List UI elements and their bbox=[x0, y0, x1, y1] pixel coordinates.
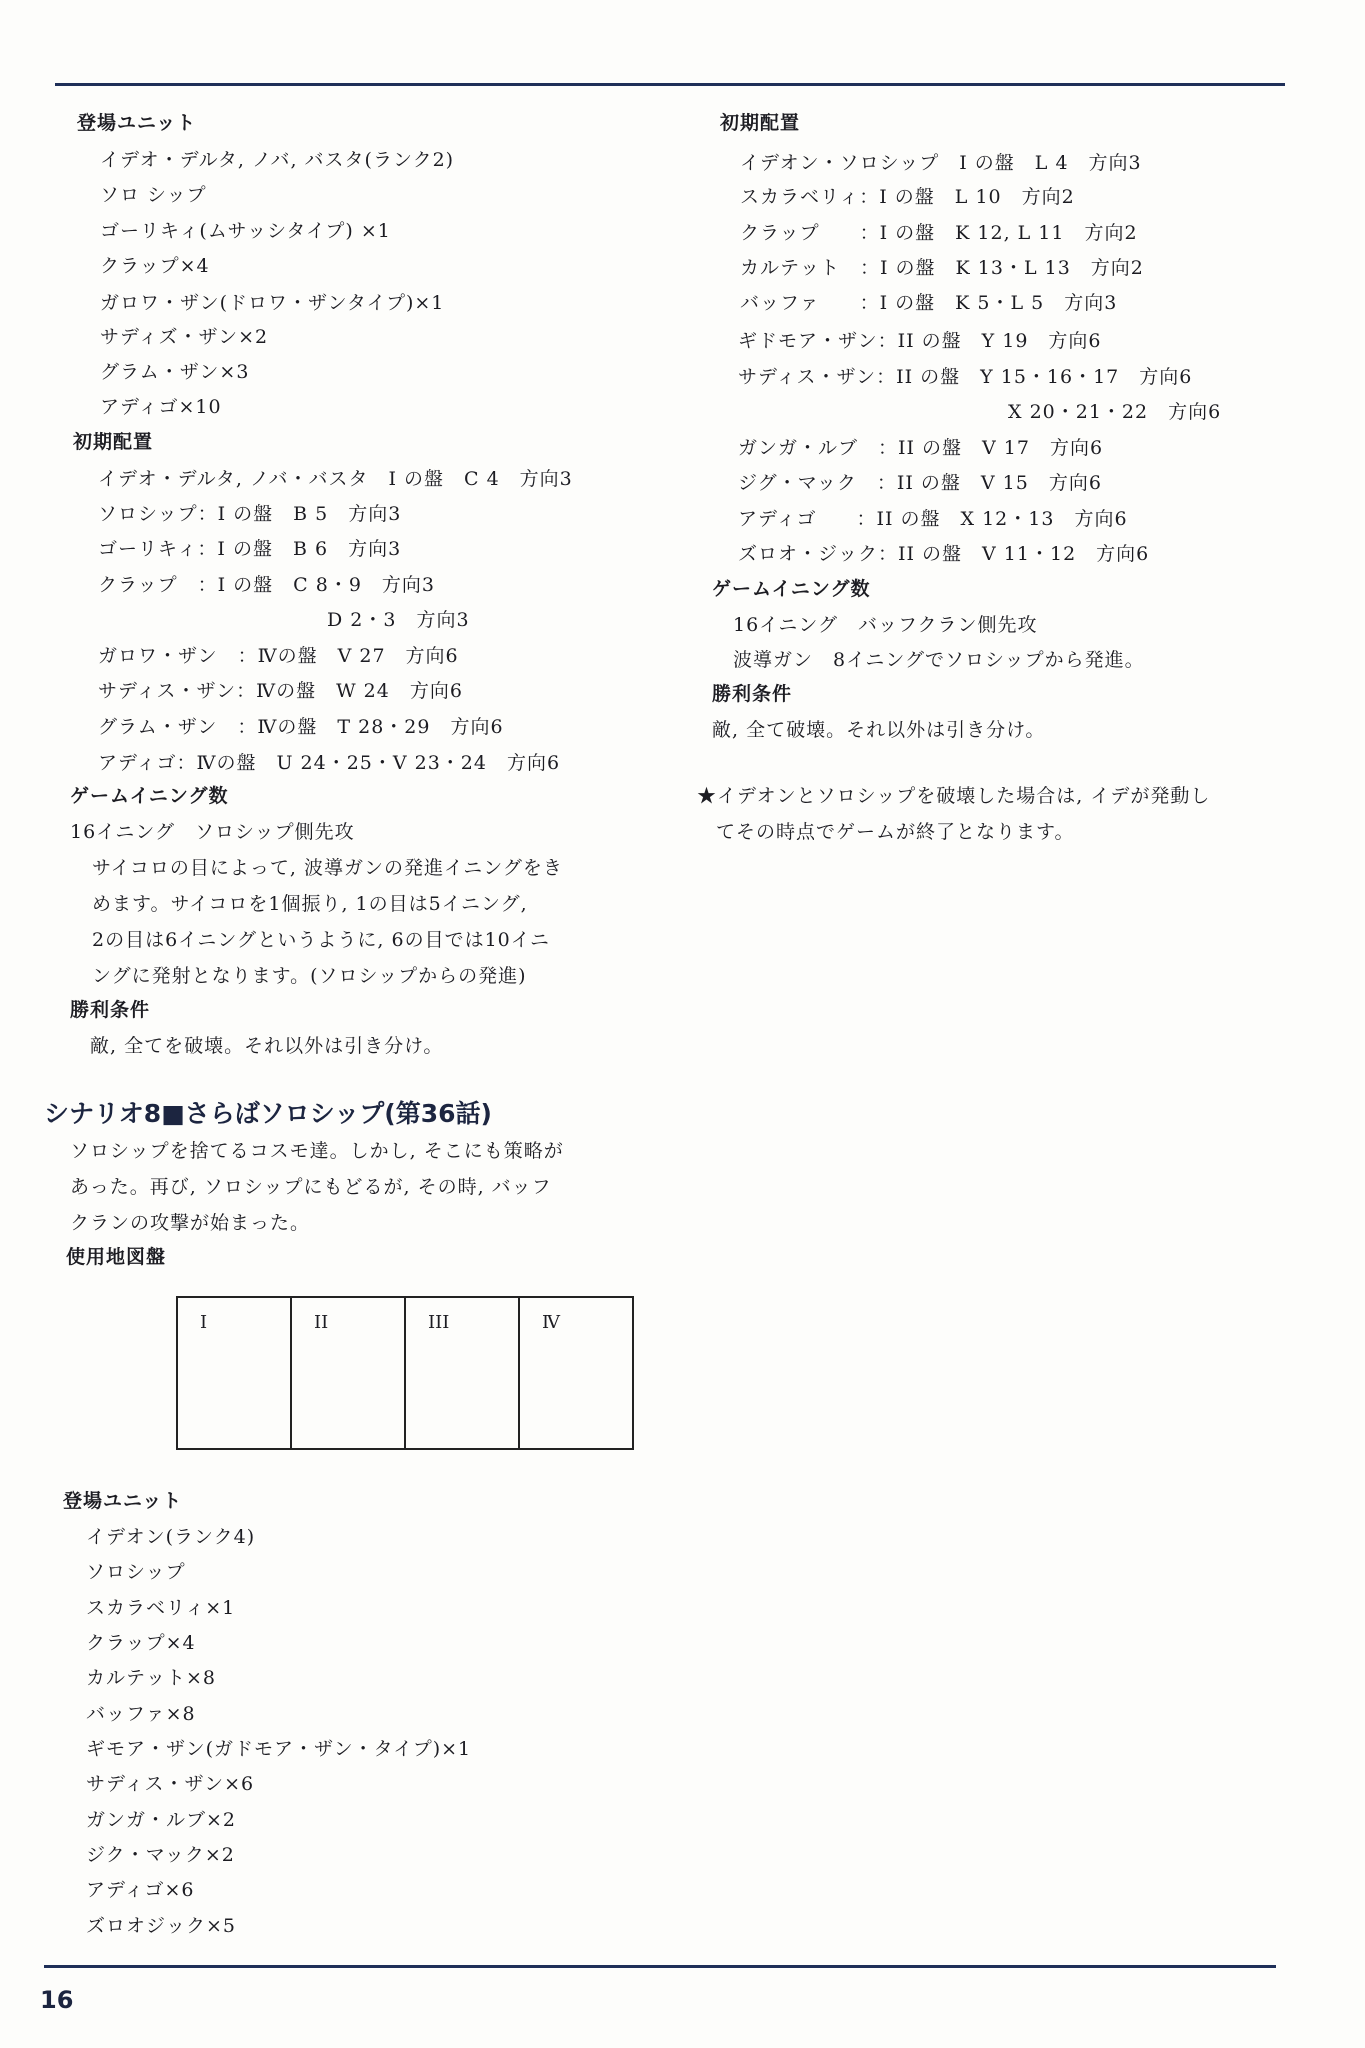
page-number: 16 bbox=[40, 1986, 74, 2014]
placement-row: アディゴ ：II の盤 X 12・13 方向6 bbox=[738, 508, 1128, 530]
unit-item: イデオン(ランク4) bbox=[86, 1526, 256, 1548]
bottom-rule bbox=[44, 1965, 1276, 1968]
note-line: ★イデオンとソロシップを破壊した場合は, イデが発動し bbox=[697, 785, 1211, 807]
placement-row: スカラベリィ：I の盤 L 10 方向2 bbox=[740, 186, 1075, 208]
unit-item: ジク・マック×2 bbox=[86, 1844, 235, 1866]
board-label: II bbox=[314, 1312, 329, 1333]
placement-row: グラム・ザン ：Ⅳの盤 T 28・29 方向6 bbox=[98, 716, 504, 738]
innings-line: 2の目は6イニングというように, 6の目では10イニ bbox=[92, 929, 551, 951]
innings-line: サイコロの目によって, 波導ガンの発進イニングをき bbox=[92, 857, 563, 879]
board-label: III bbox=[428, 1312, 450, 1333]
victory-text: 敵, 全てを破壊。それ以外は引き分け。 bbox=[90, 1035, 444, 1057]
innings-heading-1: ゲームイニング数 bbox=[70, 785, 229, 807]
placement-row: クラップ ：I の盤 K 12, L 11 方向2 bbox=[740, 222, 1138, 244]
placement-row: アディゴ：Ⅳの盤 U 24・25・V 23・24 方向6 bbox=[98, 752, 561, 774]
unit-item: カルテット×8 bbox=[86, 1667, 217, 1689]
map-board-grid bbox=[176, 1296, 634, 1450]
unit-item: サディズ・ザン×2 bbox=[100, 326, 269, 348]
unit-item: ソロ シップ bbox=[100, 184, 207, 206]
placement-row: サディス・ザン：Ⅳの盤 W 24 方向6 bbox=[98, 680, 463, 702]
scenario-line: ソロシップを捨てるコスモ達。しかし, そこにも策略が bbox=[70, 1140, 564, 1162]
placement-row: ガンガ・ルブ ：II の盤 V 17 方向6 bbox=[738, 437, 1104, 459]
unit-item: ソロシップ bbox=[86, 1561, 186, 1583]
unit-item: イデオ・デルタ, ノバ, バスタ(ランク2) bbox=[100, 149, 455, 171]
unit-item: ガロワ・ザン(ドロワ・ザンタイプ)×1 bbox=[100, 292, 445, 314]
innings-line: 波導ガン 8イニングでソロシップから発進。 bbox=[733, 649, 1145, 671]
placement-row: イデオン・ソロシップ I の盤 L 4 方向3 bbox=[740, 152, 1142, 174]
board-label: Ⅳ bbox=[542, 1312, 560, 1333]
victory-heading-2: 勝利条件 bbox=[712, 683, 793, 705]
map-board-cell bbox=[292, 1298, 406, 1448]
placement-row: クラップ ：I の盤 C 8・9 方向3 bbox=[98, 574, 436, 596]
unit-item: アディゴ×6 bbox=[86, 1879, 195, 1901]
board-label: I bbox=[200, 1312, 208, 1333]
unit-item: ギモア・ザン(ガドモア・ザン・タイプ)×1 bbox=[86, 1738, 472, 1760]
scenario-line: あった。再び, ソロシップにもどるが, その時, バッフ bbox=[70, 1176, 552, 1198]
placement-row: カルテット ：I の盤 K 13・L 13 方向2 bbox=[740, 257, 1144, 279]
unit-item: アディゴ×10 bbox=[100, 396, 222, 418]
innings-line: めます。サイコロを1個振り, 1の目は5イニング, bbox=[92, 893, 528, 915]
unit-item: サディス・ザン×6 bbox=[86, 1773, 255, 1795]
placement-row: サディス・ザン：II の盤 Y 15・16・17 方向6 bbox=[738, 366, 1193, 388]
top-rule bbox=[55, 83, 1285, 86]
innings-line: 16イニング バッフクラン側先攻 bbox=[733, 614, 1038, 636]
unit-item: スカラベリィ×1 bbox=[86, 1597, 236, 1619]
unit-item: クラップ×4 bbox=[100, 255, 210, 277]
map-board-cell bbox=[178, 1298, 292, 1448]
placement-row: ゴーリキィ：I の盤 B 6 方向3 bbox=[98, 538, 402, 560]
map-board-cell bbox=[520, 1298, 632, 1448]
placement-row: D 2・3 方向3 bbox=[327, 609, 470, 631]
innings-heading-2: ゲームイニング数 bbox=[712, 578, 871, 600]
scenario-title: シナリオ8■さらばソロシップ(第36話) bbox=[44, 1099, 492, 1128]
scenario-line: クランの攻撃が始まった。 bbox=[70, 1212, 311, 1234]
placement-row: ズロオ・ジック：II の盤 V 11・12 方向6 bbox=[738, 543, 1150, 565]
placement-row: ガロワ・ザン ：Ⅳの盤 V 27 方向6 bbox=[98, 645, 459, 667]
placement-row: ジグ・マック ：II の盤 V 15 方向6 bbox=[738, 472, 1102, 494]
placement-row: X 20・21・22 方向6 bbox=[1008, 401, 1222, 423]
unit-item: ガンガ・ルブ×2 bbox=[86, 1809, 237, 1831]
innings-line: ングに発射となります。(ソロシップからの発進) bbox=[92, 965, 527, 987]
unit-item: ズロオジック×5 bbox=[86, 1915, 237, 1937]
placement-row: バッファ ：I の盤 K 5・L 5 方向3 bbox=[740, 292, 1118, 314]
unit-item: クラップ×4 bbox=[86, 1632, 196, 1654]
units-heading-2: 登場ユニット bbox=[63, 1490, 183, 1512]
innings-line: 16イニング ソロシップ側先攻 bbox=[70, 821, 355, 843]
note-line: てその時点でゲームが終了となります。 bbox=[716, 821, 1075, 843]
placement-row: イデオ・デルタ, ノバ・バスタ I の盤 C 4 方向3 bbox=[98, 468, 573, 490]
placement-heading-2: 初期配置 bbox=[720, 112, 801, 134]
units-heading-1: 登場ユニット bbox=[77, 112, 197, 134]
unit-item: バッファ×8 bbox=[86, 1703, 196, 1725]
unit-item: グラム・ザン×3 bbox=[100, 361, 250, 383]
unit-item: ゴーリキィ(ムサッシタイプ) ×1 bbox=[100, 220, 391, 242]
placement-row: ソロシップ：I の盤 B 5 方向3 bbox=[98, 503, 402, 525]
victory-heading-1: 勝利条件 bbox=[70, 999, 151, 1021]
map-heading: 使用地図盤 bbox=[66, 1246, 167, 1268]
placement-heading-1: 初期配置 bbox=[73, 431, 154, 453]
victory-text: 敵, 全て破壊。それ以外は引き分け。 bbox=[712, 719, 1046, 741]
placement-row: ギドモア・ザン：II の盤 Y 19 方向6 bbox=[738, 330, 1102, 352]
map-board-cell bbox=[406, 1298, 520, 1448]
